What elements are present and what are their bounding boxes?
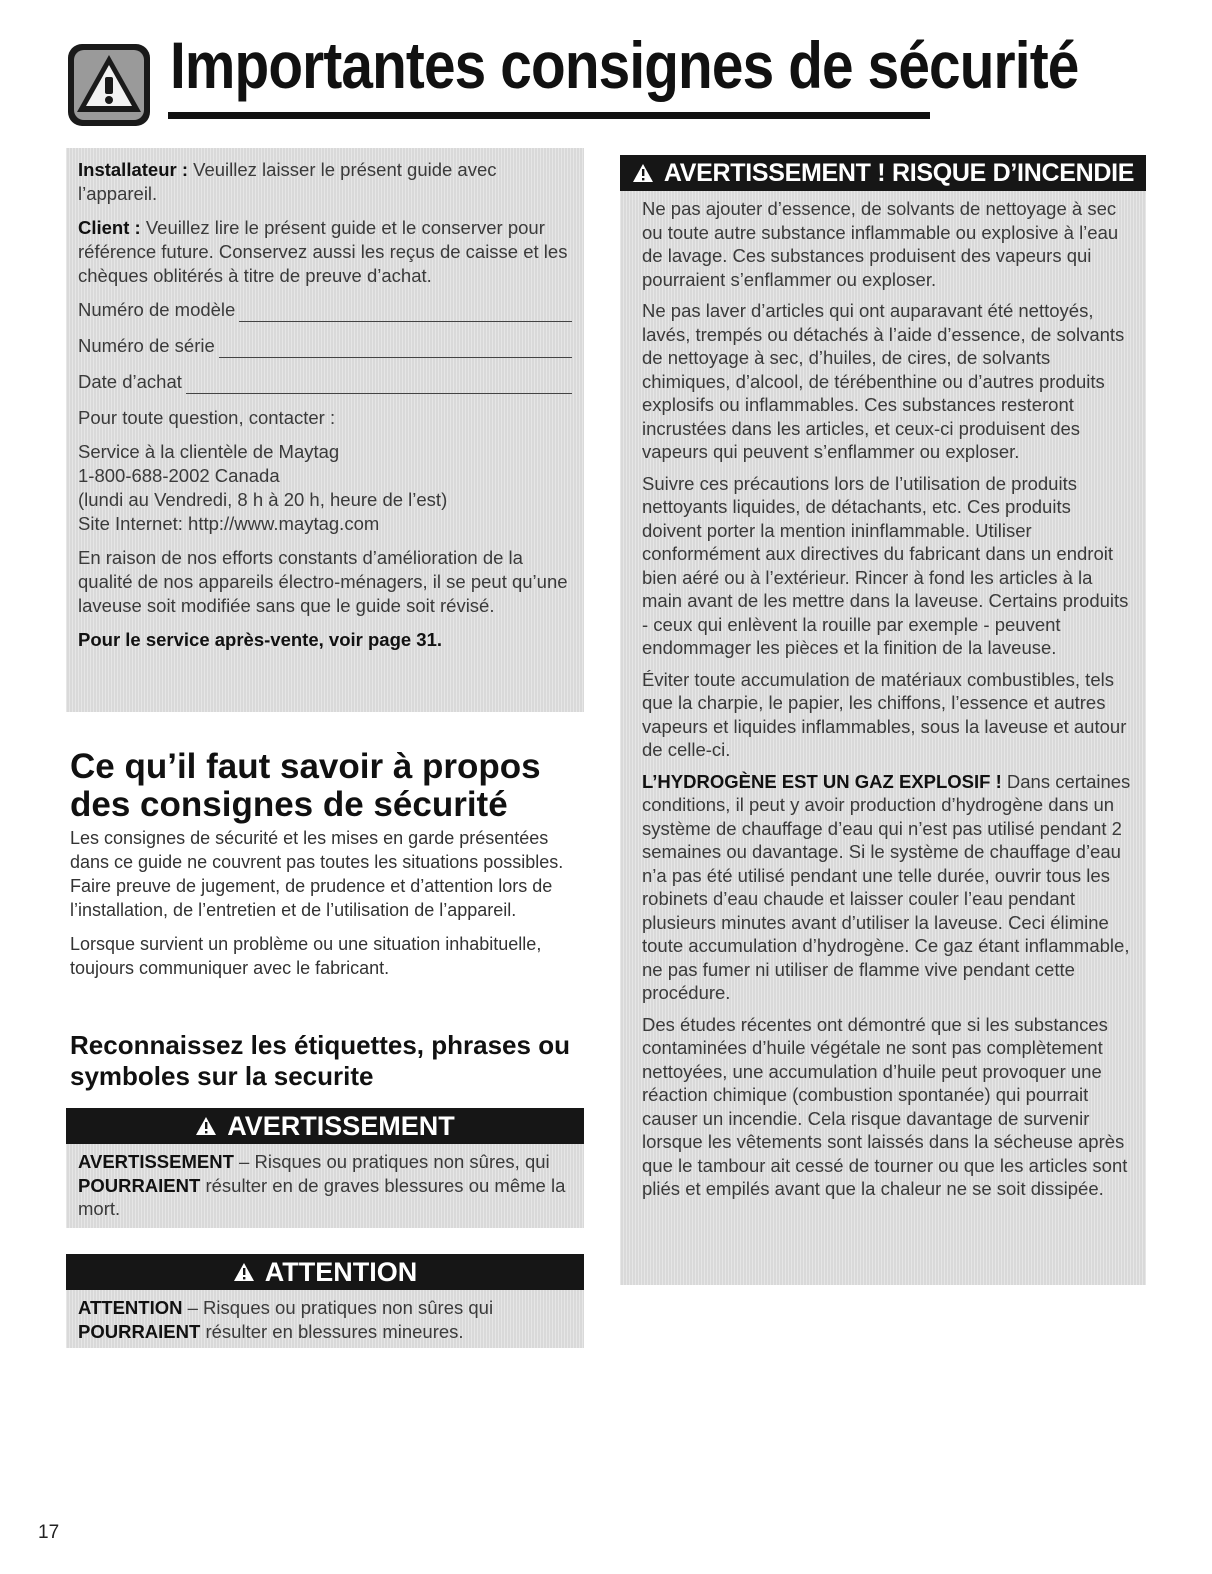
contact-phone: 1-800-688-2002 Canada — [78, 465, 280, 486]
fire-paragraph: Ne pas laver d’articles qui ont auparavant été nettoyés, lavés, trempés ou détachés à l’aide d’essence, de solvants de nettoyage à sec, d’huiles, de cires, de solvants chimiques, d’alcool, de térébenthine ou d’autres produits explosifs ou inflammables. Ces substances resteront incrustées dans les articles, et ceux-ci produisent des vapeurs qui peuvent s’enflammer ou exploser. — [642, 300, 1125, 462]
warning-triangle-icon — [632, 163, 654, 183]
model-number-field[interactable]: Numéro de modèle — [78, 298, 572, 322]
client-note: Client : Veuillez lire le présent guide et le conserver pour référence future. Conservez aussi les reçus de caisse et les chèques oblitérés à titre de preuve d’achat. — [78, 217, 568, 286]
service-note: Pour le service après-vente, voir page 31. — [78, 629, 443, 650]
contact-heading: Pour toute question, contacter : — [78, 407, 336, 428]
fire-paragraph: L’HYDROGÈNE EST UN GAZ EXPLOSIF ! Dans certaines conditions, il peut y avoir production d’hydrogène dans un système de chauffage d’eau qui n’est pas utilisé pendant 2 semaines ou davantage. Si le système de chauffage d’eau n’a pas été utilisé pendant une telle durée, ouvrir tous les robinets d’eau chaude et laisser couler l’eau pendant plusieurs minutes avant d’utiliser la laveuse. Ceci élimine toute accumulation d’hydrogène. Ce gaz étant inflammable, ne pas fumer ni utiliser de flamme vive pendant cette procédure. — [642, 770, 1131, 1003]
section-paragraph: Les consignes de sécurité et les mises en garde présentées dans ce guide ne couvrent pas toutes les situations possibles. Faire preuve de jugement, de prudence et d’attention lors de l’installation, de l’entretien et de l’utilisation de l’appareil. — [70, 828, 564, 920]
section-body — [70, 826, 582, 990]
caution-label-text: ATTENTION – Risques ou pratiques non sûres qui POURRAIENT résulter en blessures mineures. — [78, 1297, 494, 1342]
contact-line: Service à la clientèle de Maytag — [78, 441, 340, 462]
caution-label-bar: ATTENTION — [66, 1254, 584, 1290]
section-subheading: Reconnaissez les étiquettes, phrases ou symboles sur la securite — [70, 1030, 570, 1091]
purchase-date-field[interactable]: Date d’achat — [78, 370, 572, 394]
page-title: Importantes consignes de sécurité — [170, 28, 1079, 102]
contact-website: Site Internet: http://www.maytag.com — [78, 513, 380, 534]
warning-label-box — [66, 1108, 584, 1228]
caution-label-box — [66, 1254, 584, 1348]
fire-warning-bar: AVERTISSEMENT ! RISQUE D’INCENDIE — [620, 155, 1146, 191]
section-paragraph: Lorsque survient un problème ou une situation inhabituelle, toujours communiquer avec le fabricant. — [70, 934, 542, 978]
serial-number-field[interactable]: Numéro de série — [78, 334, 572, 358]
warning-label-bar: AVERTISSEMENT — [66, 1108, 584, 1144]
contact-hours: (lundi au Vendredi, 8 h à 20 h, heure de l’est) — [78, 489, 448, 510]
title-underline — [168, 112, 930, 119]
fire-warning-text — [620, 191, 1146, 1219]
owner-info-box — [66, 148, 584, 712]
fire-paragraph: Ne pas ajouter d’essence, de solvants de nettoyage à sec ou toute autre substance inflammable ou explosive à l’eau de lavage. Ces substances produisent des vapeurs qui pourraient s’enflammer ou exploser. — [642, 198, 1119, 290]
section-heading: Ce qu’il faut savoir à propos des consignes de sécurité — [70, 747, 541, 824]
warning-triangle-icon — [195, 1116, 217, 1136]
warning-label-text: AVERTISSEMENT – Risques ou pratiques non sûres, qui POURRAIENT résulter en de graves blessures ou même la mort. — [78, 1151, 566, 1219]
fire-paragraph: Des études récentes ont démontré que si les substances contaminées d’huile végétale ne sont pas complètement nettoyées, une accumulation d’huile peut provoquer une réaction chimique (combustion spontanée) qui pourrait causer un incendie. Cela risque davantage de survenir lorsque les vêtements sont laissés dans la sécheuse après que le tambour ait cessé de tourner ou que les articles sont pliés et empilés avant que la chaleur ne se soit dissipée. — [642, 1013, 1128, 1199]
fire-paragraph: Éviter toute accumulation de matériaux combustibles, tels que la charpie, le papier, les chiffons, l’essence et autres vapeurs et liquides inflammables, sous la laveuse et autour de celle-ci. — [642, 668, 1127, 760]
installer-note: Installateur : Veuillez laisser le présent guide avec l’appareil. — [78, 159, 497, 204]
page-number: 17 — [38, 1522, 60, 1543]
disclaimer-text: En raison de nos efforts constants d’amélioration de la qualité de nos appareils électro-ménagers, il se peut qu’une laveuse soit modifiée sans que le guide soit révisé. — [78, 547, 568, 616]
warning-triangle-icon — [66, 42, 152, 128]
fire-paragraph: Suivre ces précautions lors de l’utilisation de produits nettoyants liquides, de détachants, etc. Ces produits doivent porter la mention ininflammable. Utiliser conformément aux directives du fabricant dans un endroit bien aéré ou à l’extérieur. Rincer à fond les articles à la main avant de les mettre dans la laveuse. Certains produits - ceux qui enlèvent la rouille par exemple - peuvent endommager les pièces et la finition de la laveuse. — [642, 472, 1129, 658]
fire-warning-box — [620, 155, 1146, 1285]
warning-triangle-icon — [233, 1262, 255, 1282]
